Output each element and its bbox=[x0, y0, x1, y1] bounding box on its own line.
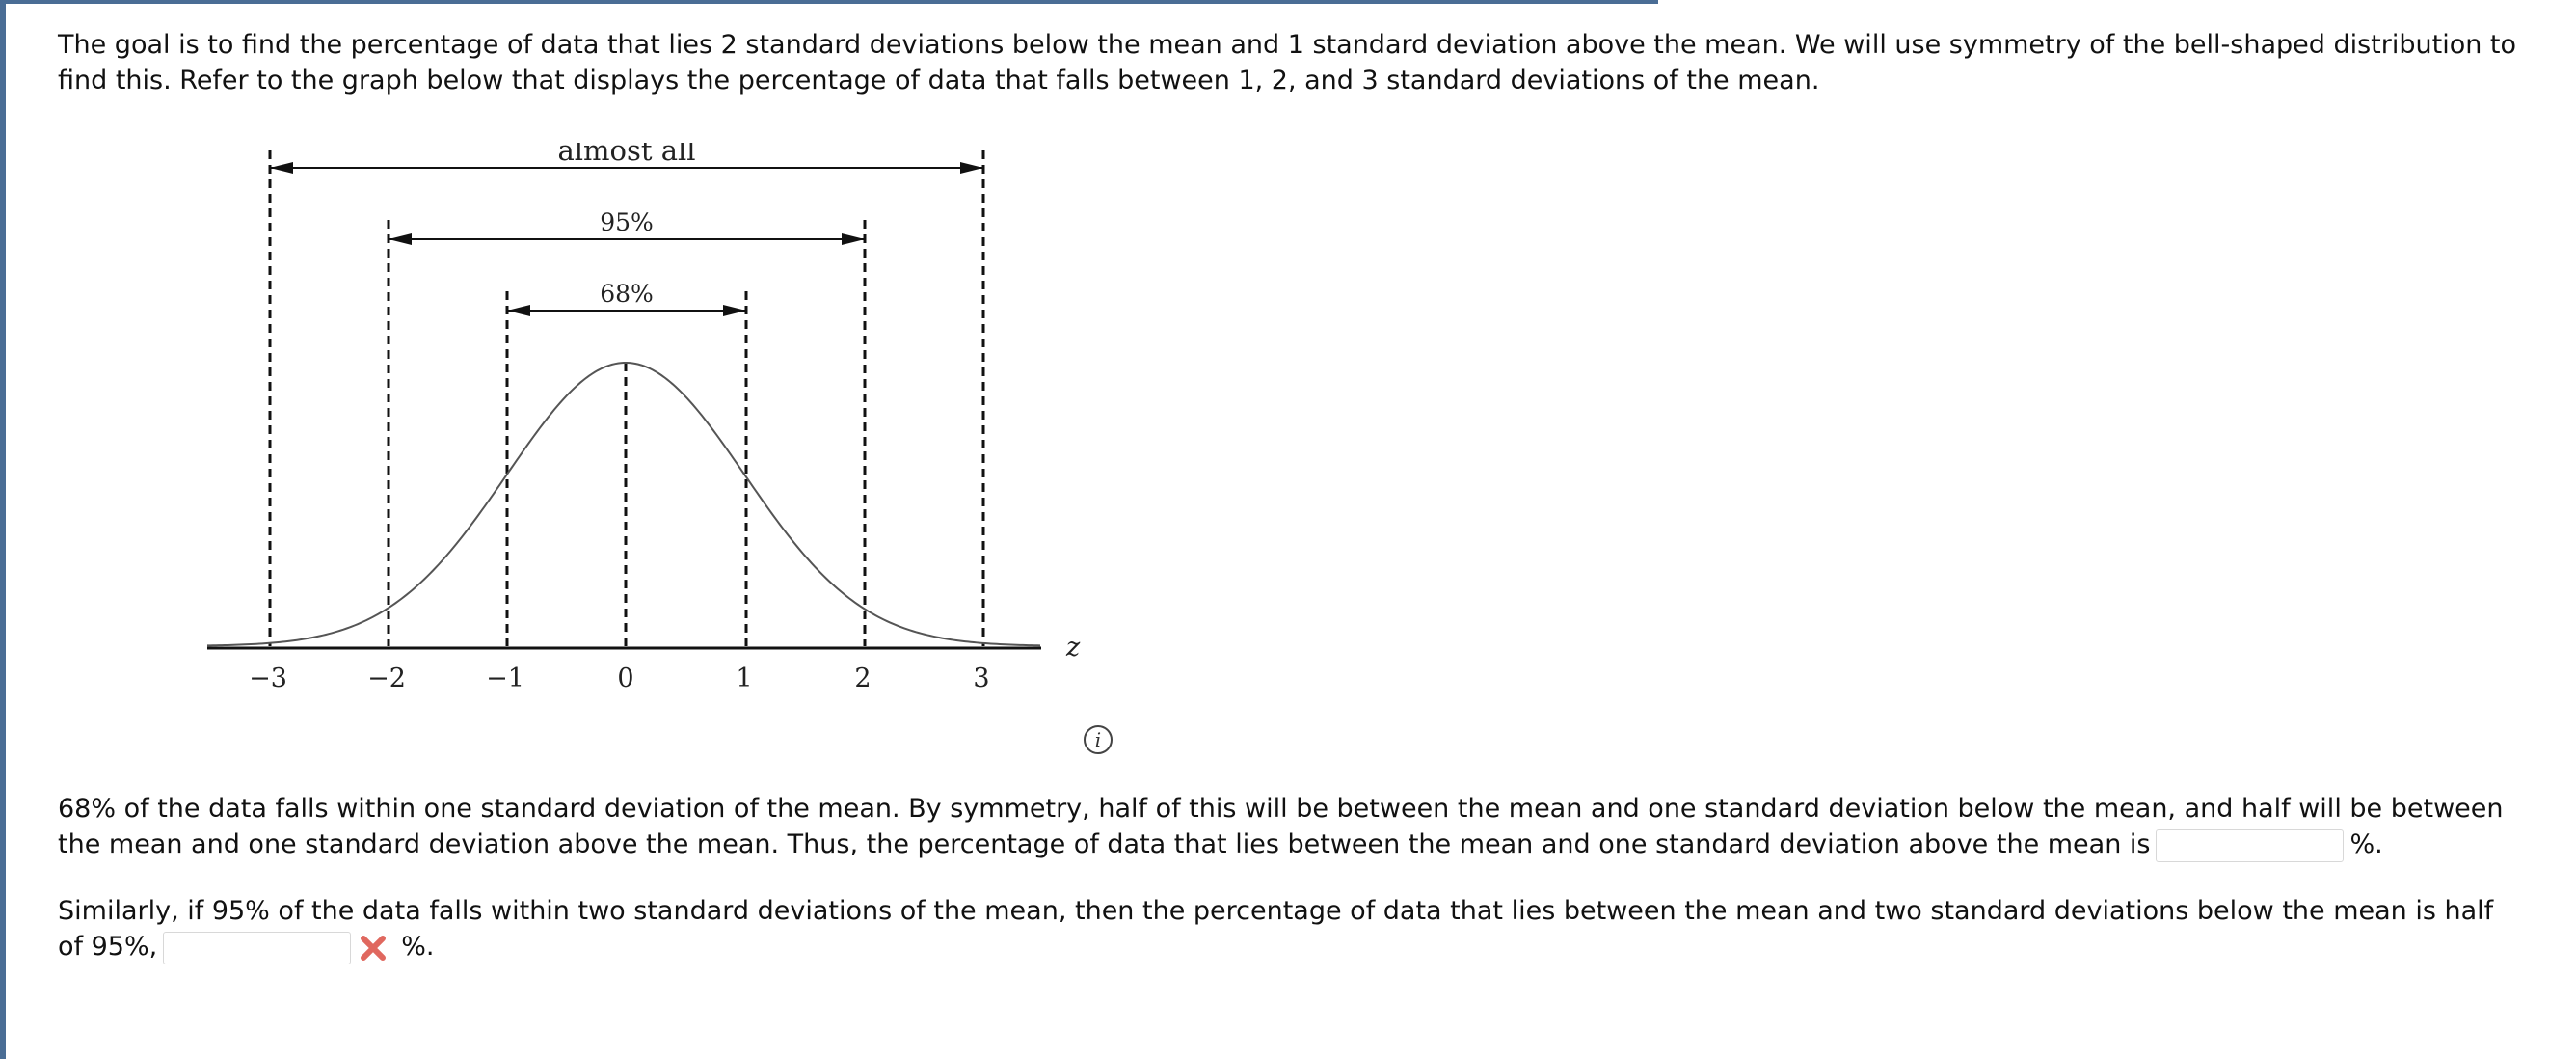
tick-label-3: 3 bbox=[973, 664, 990, 693]
bell-curve-figure bbox=[193, 143, 1157, 702]
almost-all-arrowhead-right bbox=[960, 162, 983, 174]
question-1-paragraph bbox=[58, 791, 2526, 862]
95-percent-label: 95% bbox=[600, 208, 654, 236]
question-2-suffix: %. bbox=[401, 932, 435, 962]
bell-curve-svg bbox=[193, 143, 1157, 702]
question-1 bbox=[58, 791, 2526, 862]
tick-label-minus-2: −2 bbox=[367, 664, 406, 693]
answer-input-1[interactable] bbox=[2156, 829, 2344, 862]
68-percent-label: 68% bbox=[600, 280, 654, 308]
tick-label-minus-1: −1 bbox=[486, 664, 524, 693]
question-2-text: Similarly, if 95% of the data falls within two standard deviations of the mean, then the percentage of data that lies between the mean and two standard deviations below the mean is half of 95%, bbox=[58, 896, 2494, 962]
problem-content bbox=[58, 27, 2526, 98]
question-1-suffix: %. bbox=[2349, 829, 2383, 859]
x-mark-icon bbox=[359, 934, 388, 963]
tick-label-0: 0 bbox=[617, 664, 634, 693]
almost-all-arrowhead-left bbox=[270, 162, 293, 174]
bell-curve bbox=[207, 363, 1040, 645]
top-accent-bar bbox=[0, 0, 1658, 4]
95-arrowhead-right bbox=[842, 233, 865, 245]
z-axis-label: z bbox=[1066, 633, 1081, 663]
tick-label-2: 2 bbox=[854, 664, 872, 693]
almost-all-label: almost all bbox=[557, 143, 696, 167]
68-arrowhead-left bbox=[507, 305, 530, 316]
question-2-paragraph bbox=[58, 893, 2526, 964]
intro-text: The goal is to find the percentage of data that lies 2 standard deviations below the mean and 1 standard deviation above the mean. We will use symmetry of the bell-shaped distribution to find this. Refer to the graph below that displays the percentage of data that falls between 1, 2, and 3 standard deviations of the mean. bbox=[58, 30, 2517, 95]
95-arrowhead-left bbox=[389, 233, 412, 245]
question-1-text: 68% of the data falls within one standard deviation of the mean. By symmetry, half of this will be between the mean and one standard deviation below the mean, and half will be between the mean and one standard deviation above the mean. Thus, the percentage of data that lies between the mean and one standard deviation above the mean is bbox=[58, 794, 2504, 859]
68-arrowhead-right bbox=[723, 305, 746, 316]
left-border bbox=[0, 0, 6, 1059]
tick-labels bbox=[249, 664, 990, 693]
question-2 bbox=[58, 893, 2526, 964]
tick-label-1: 1 bbox=[736, 664, 753, 693]
tick-label-minus-3: −3 bbox=[249, 664, 287, 693]
answer-input-2[interactable] bbox=[163, 932, 351, 964]
info-icon[interactable]: i bbox=[1084, 725, 1113, 754]
